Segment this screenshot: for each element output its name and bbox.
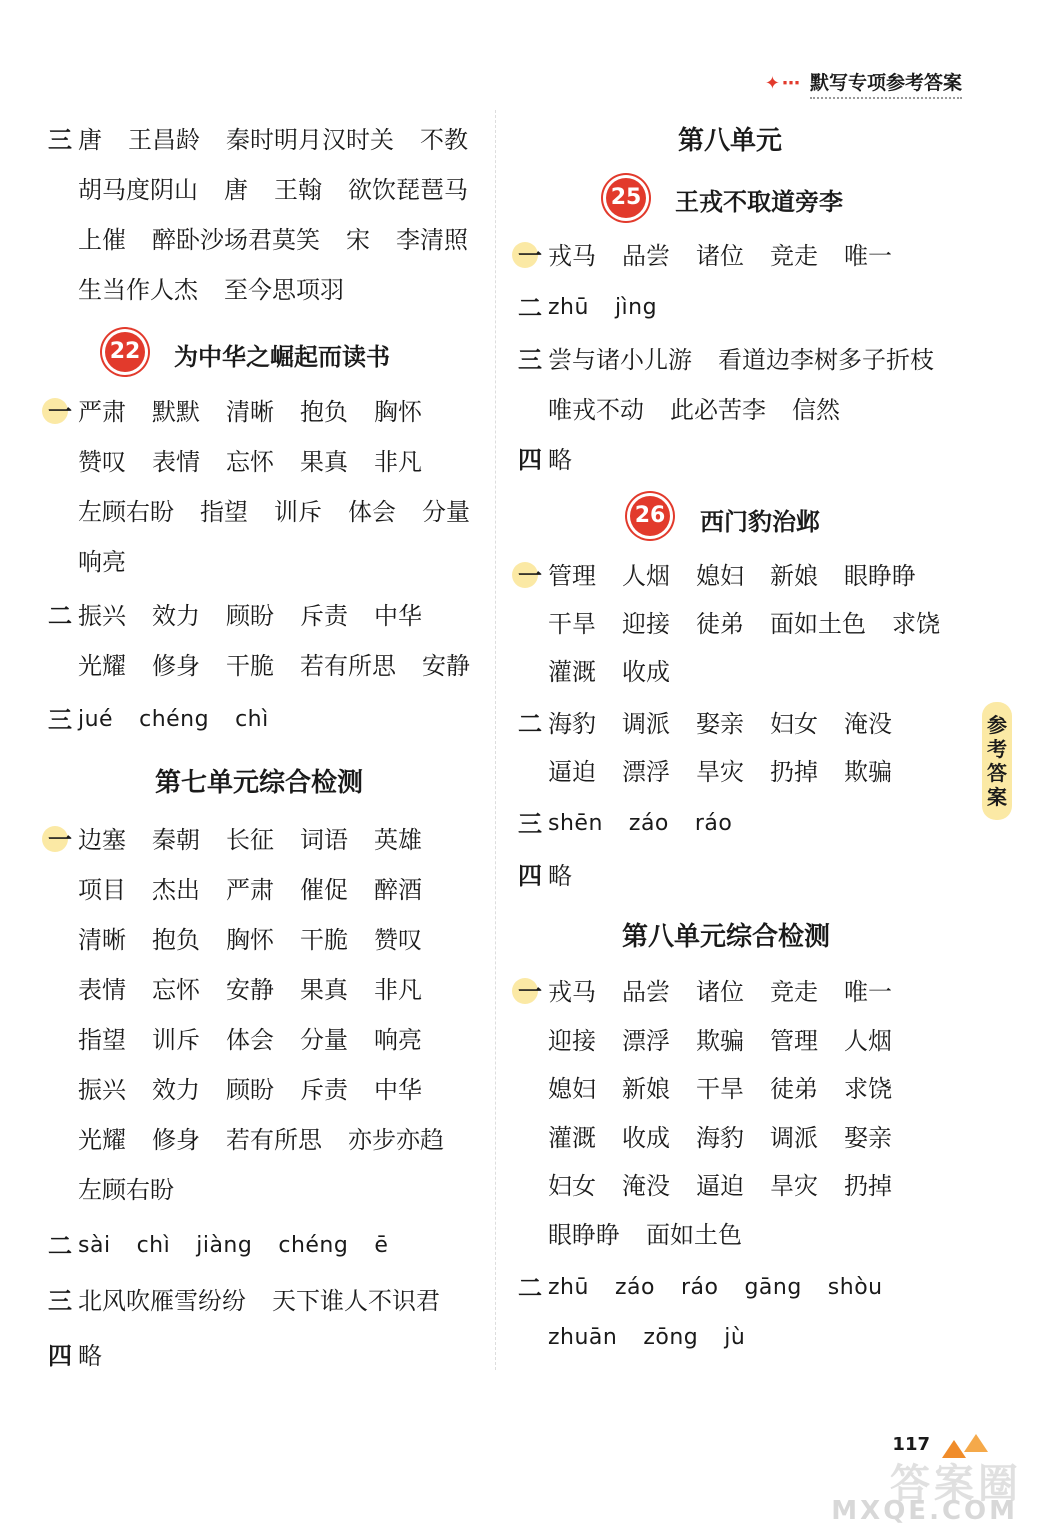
answer-item: 分量 (422, 498, 470, 526)
answer-item: 灌溉 (548, 658, 596, 686)
header-title: 默写专项参考答案 (810, 68, 962, 99)
question-number: 二 (518, 710, 542, 738)
answer-item: 旱灾 (696, 758, 744, 786)
answer-item: 唐 (78, 126, 102, 154)
answer-item: 此必苦李 (670, 396, 766, 424)
answer-item: 体会 (226, 1026, 274, 1054)
answer-item: 唯一 (844, 242, 892, 270)
answer-item: 徒弟 (696, 610, 744, 638)
answer-item: 略 (548, 862, 572, 890)
answer-item: 调派 (770, 1123, 818, 1152)
answer-item: 迎接 (622, 610, 670, 638)
answer-item: 看道边李树多子折枝 (718, 346, 934, 374)
answer-item: 若有所思 (226, 1126, 322, 1154)
answer-item: 北风吹雁雪纷纷 (78, 1287, 246, 1315)
answer-item: 响亮 (78, 548, 126, 576)
lesson-title: 为中华之崛起而读书 (174, 343, 390, 371)
answer-item: 眼睁睁 (548, 1220, 620, 1249)
answer-item: 海豹 (548, 710, 596, 738)
answer-item: 效力 (152, 602, 200, 630)
answer-item: 秦时明月汉时关 (226, 126, 394, 154)
answer-item: 尝与诸小儿游 (548, 346, 692, 374)
question-number: 二 (518, 1274, 542, 1302)
answer-item: 忘怀 (152, 976, 200, 1004)
answer-item: ráo (680, 1275, 719, 1300)
answer-item: 忘怀 (226, 448, 274, 476)
question-number: 一 (518, 556, 548, 596)
question-number: 三 (48, 706, 72, 734)
answer-item: 新娘 (622, 1075, 670, 1103)
answer-item: 振兴 (78, 1076, 126, 1104)
tab-char: 参 (987, 713, 1007, 737)
lesson-title: 西门豹治邺 (700, 508, 820, 536)
answer-item: jìng (614, 295, 658, 320)
answer-item: shēn (548, 811, 603, 836)
answer-item: 媳妇 (696, 562, 744, 590)
answer-item: 诸位 (696, 242, 744, 270)
answer-item: 竞走 (770, 242, 818, 270)
question-number: 二 (518, 294, 542, 322)
triangle-deco-icon (964, 1434, 988, 1452)
lesson-title: 王戎不取道旁李 (675, 188, 843, 216)
answer-item: jiàng (196, 1233, 253, 1258)
answer-item: 项目 (78, 876, 126, 904)
answer-item: 王昌龄 (128, 126, 200, 154)
answer-item: 唯戎不动 (548, 396, 644, 424)
answer-item: 训斥 (274, 498, 322, 526)
answer-item: 妇女 (770, 710, 818, 738)
answer-item: zhuān (548, 1325, 618, 1350)
answer-item: shòu (827, 1275, 883, 1300)
answer-item: 非凡 (374, 448, 422, 476)
answer-item: 干旱 (696, 1075, 744, 1103)
answer-item: 海豹 (696, 1123, 744, 1152)
answer-item: 至今思项羽 (224, 276, 344, 304)
answer-item: 扔掉 (770, 758, 818, 786)
answer-item: 词语 (300, 826, 348, 854)
answer-item: 面如土色 (646, 1220, 742, 1249)
answer-item: 抱负 (300, 398, 348, 426)
answer-item: chéng (139, 707, 210, 732)
sparkle-icon: ✦⋯ (764, 73, 802, 94)
answer-item: 品尝 (622, 978, 670, 1006)
answer-item: 清晰 (78, 926, 126, 954)
answer-item: 娶亲 (844, 1123, 892, 1152)
answer-item: 淹没 (844, 710, 892, 738)
answer-item: 若有所思 (300, 652, 396, 680)
answer-item: 略 (548, 446, 572, 474)
answer-item: 宋 (346, 226, 370, 254)
tab-char: 考 (987, 737, 1007, 761)
answer-item: záo (614, 1275, 655, 1300)
answer-item: 左顾右盼 (78, 498, 174, 526)
answer-item: 边塞 (78, 826, 126, 854)
answer-item: 赞叹 (374, 926, 422, 954)
answer-item: 欲饮琵琶马 (348, 176, 468, 204)
answer-item: 赞叹 (78, 448, 126, 476)
answer-item: 面如土色 (770, 610, 866, 638)
answer-item: 略 (78, 1342, 102, 1370)
answer-item: 干脆 (300, 926, 348, 954)
answer-item: 表情 (78, 976, 126, 1004)
answer-item: 诸位 (696, 978, 744, 1006)
answer-item: 严肃 (78, 398, 126, 426)
question-number: 三 (518, 346, 542, 374)
answer-item: 漂浮 (622, 758, 670, 786)
answer-item: 醉酒 (374, 876, 422, 904)
answer-item: 训斥 (152, 1026, 200, 1054)
answer-item: 胸怀 (374, 398, 422, 426)
watermark-url: MXQE.COM (831, 1496, 1018, 1526)
answer-item: 中华 (374, 1076, 422, 1104)
question-number: 四 (48, 1342, 72, 1370)
answer-item: 指望 (78, 1026, 126, 1054)
answer-item: 媳妇 (548, 1075, 596, 1103)
answer-item: 果真 (300, 976, 348, 1004)
answer-item: 修身 (152, 652, 200, 680)
answer-item: 醉卧沙场君莫笑 (152, 226, 320, 254)
answer-item: 清晰 (226, 398, 274, 426)
answer-item: zhū (548, 1275, 589, 1300)
answer-item: 杰出 (152, 876, 200, 904)
unit-test-title: 第七单元综合检测 (155, 768, 364, 798)
answer-item: 光耀 (78, 1126, 126, 1154)
answer-item: 左顾右盼 (78, 1176, 174, 1204)
answer-item: 王翰 (274, 176, 322, 204)
answer-item: 求饶 (844, 1075, 892, 1103)
question-number: 四 (518, 446, 542, 474)
answer-item: 逼迫 (548, 758, 596, 786)
answer-item: 表情 (152, 448, 200, 476)
answer-item: 欺骗 (696, 1026, 744, 1055)
question-number: 三 (518, 810, 542, 838)
answer-item: 戎马 (548, 978, 596, 1006)
answer-item: 管理 (548, 562, 596, 590)
tab-char: 答 (987, 761, 1007, 785)
column-divider (495, 110, 496, 1370)
unit-test-title: 第八单元综合检测 (622, 922, 831, 952)
answer-item: 非凡 (374, 976, 422, 1004)
question-number: 二 (48, 602, 72, 630)
answer-item: 漂浮 (622, 1026, 670, 1055)
answer-item: 人烟 (844, 1026, 892, 1055)
answer-item: 亦步亦趋 (348, 1126, 444, 1154)
answer-item: 扔掉 (844, 1172, 892, 1200)
lesson-number-badge: 26 (630, 496, 670, 536)
answer-item: 默默 (152, 398, 200, 426)
answer-item: 严肃 (226, 876, 274, 904)
answer-item: 管理 (770, 1026, 818, 1055)
answer-item: 斥责 (300, 602, 348, 630)
reference-answer-tab (982, 702, 1012, 820)
question-number: 一 (518, 972, 548, 1012)
answer-item: ē (374, 1233, 389, 1258)
answer-item: 调派 (622, 710, 670, 738)
question-number: 一 (48, 392, 78, 432)
question-number: 四 (518, 862, 542, 890)
answer-item: 不教 (420, 126, 468, 154)
unit-heading: 第八单元 (678, 126, 783, 156)
answer-item: sài (78, 1233, 111, 1258)
answer-item: 戎马 (548, 242, 596, 270)
answer-item: zhū (548, 295, 589, 320)
answer-item: 光耀 (78, 652, 126, 680)
answer-item: 英雄 (374, 826, 422, 854)
question-number: 一 (518, 236, 548, 276)
answer-item: 淹没 (622, 1172, 670, 1200)
answer-item: jù (724, 1325, 746, 1350)
answer-item: 新娘 (770, 562, 818, 590)
answer-item: jué (78, 707, 114, 732)
question-number: 二 (48, 1232, 72, 1260)
answer-item: 秦朝 (152, 826, 200, 854)
answer-item: 催促 (300, 876, 348, 904)
watermark-logo: 答案圈 (890, 1461, 1022, 1507)
answer-item: 响亮 (374, 1026, 422, 1054)
answer-item: chì (136, 1233, 171, 1258)
answer-item: 长征 (226, 826, 274, 854)
answer-item: 欺骗 (844, 758, 892, 786)
answer-item: 上催 (78, 226, 126, 254)
answer-item: 迎接 (548, 1026, 596, 1055)
answer-item: 干脆 (226, 652, 274, 680)
answer-item: 体会 (348, 498, 396, 526)
answer-item: 天下谁人不识君 (272, 1287, 440, 1315)
answer-item: ráo (694, 811, 733, 836)
answer-item: 妇女 (548, 1172, 596, 1200)
answer-item: 徒弟 (770, 1075, 818, 1103)
answer-item: 眼睁睁 (844, 562, 916, 590)
answer-item: 唐 (224, 176, 248, 204)
answer-item: 唯一 (844, 978, 892, 1006)
question-number: 三 (48, 126, 72, 154)
answer-item: chéng (278, 1233, 349, 1258)
answer-item: 竞走 (770, 978, 818, 1006)
answer-item: 振兴 (78, 602, 126, 630)
lesson-number-badge: 25 (606, 178, 646, 218)
answer-item: 娶亲 (696, 710, 744, 738)
page-number: 117 (892, 1434, 930, 1455)
answer-item: 安静 (226, 976, 274, 1004)
lesson-number-badge: 22 (105, 332, 145, 372)
answer-item: 生当作人杰 (78, 276, 198, 304)
answer-item: 指望 (200, 498, 248, 526)
answer-item: 干旱 (548, 610, 596, 638)
answer-item: 顾盼 (226, 1076, 274, 1104)
answer-item: 信然 (792, 396, 840, 424)
answer-item: chì (235, 707, 269, 732)
answer-item: 修身 (152, 1126, 200, 1154)
answer-item: 灌溉 (548, 1123, 596, 1152)
answer-item: 求饶 (892, 610, 940, 638)
answer-item: zōng (643, 1325, 699, 1350)
answer-item: 顾盼 (226, 602, 274, 630)
answer-item: 效力 (152, 1076, 200, 1104)
answer-item: 胡马度阴山 (78, 176, 198, 204)
answer-item: záo (628, 811, 669, 836)
answer-item: 安静 (422, 652, 470, 680)
answer-item: 人烟 (622, 562, 670, 590)
tab-char: 案 (987, 785, 1007, 809)
page-header (765, 68, 962, 99)
question-number: 三 (48, 1287, 72, 1315)
answer-item: 抱负 (152, 926, 200, 954)
answer-item: 中华 (374, 602, 422, 630)
answer-item: 李清照 (396, 226, 468, 254)
answer-item: 收成 (622, 658, 670, 686)
answer-item: 逼迫 (696, 1172, 744, 1200)
answer-item: 斥责 (300, 1076, 348, 1104)
answer-item: 胸怀 (226, 926, 274, 954)
question-number: 一 (48, 820, 78, 860)
answer-item: 收成 (622, 1123, 670, 1152)
answer-item: 果真 (300, 448, 348, 476)
answer-item: 分量 (300, 1026, 348, 1054)
answer-item: 品尝 (622, 242, 670, 270)
answer-item: gāng (744, 1275, 802, 1300)
answer-item: 旱灾 (770, 1172, 818, 1200)
